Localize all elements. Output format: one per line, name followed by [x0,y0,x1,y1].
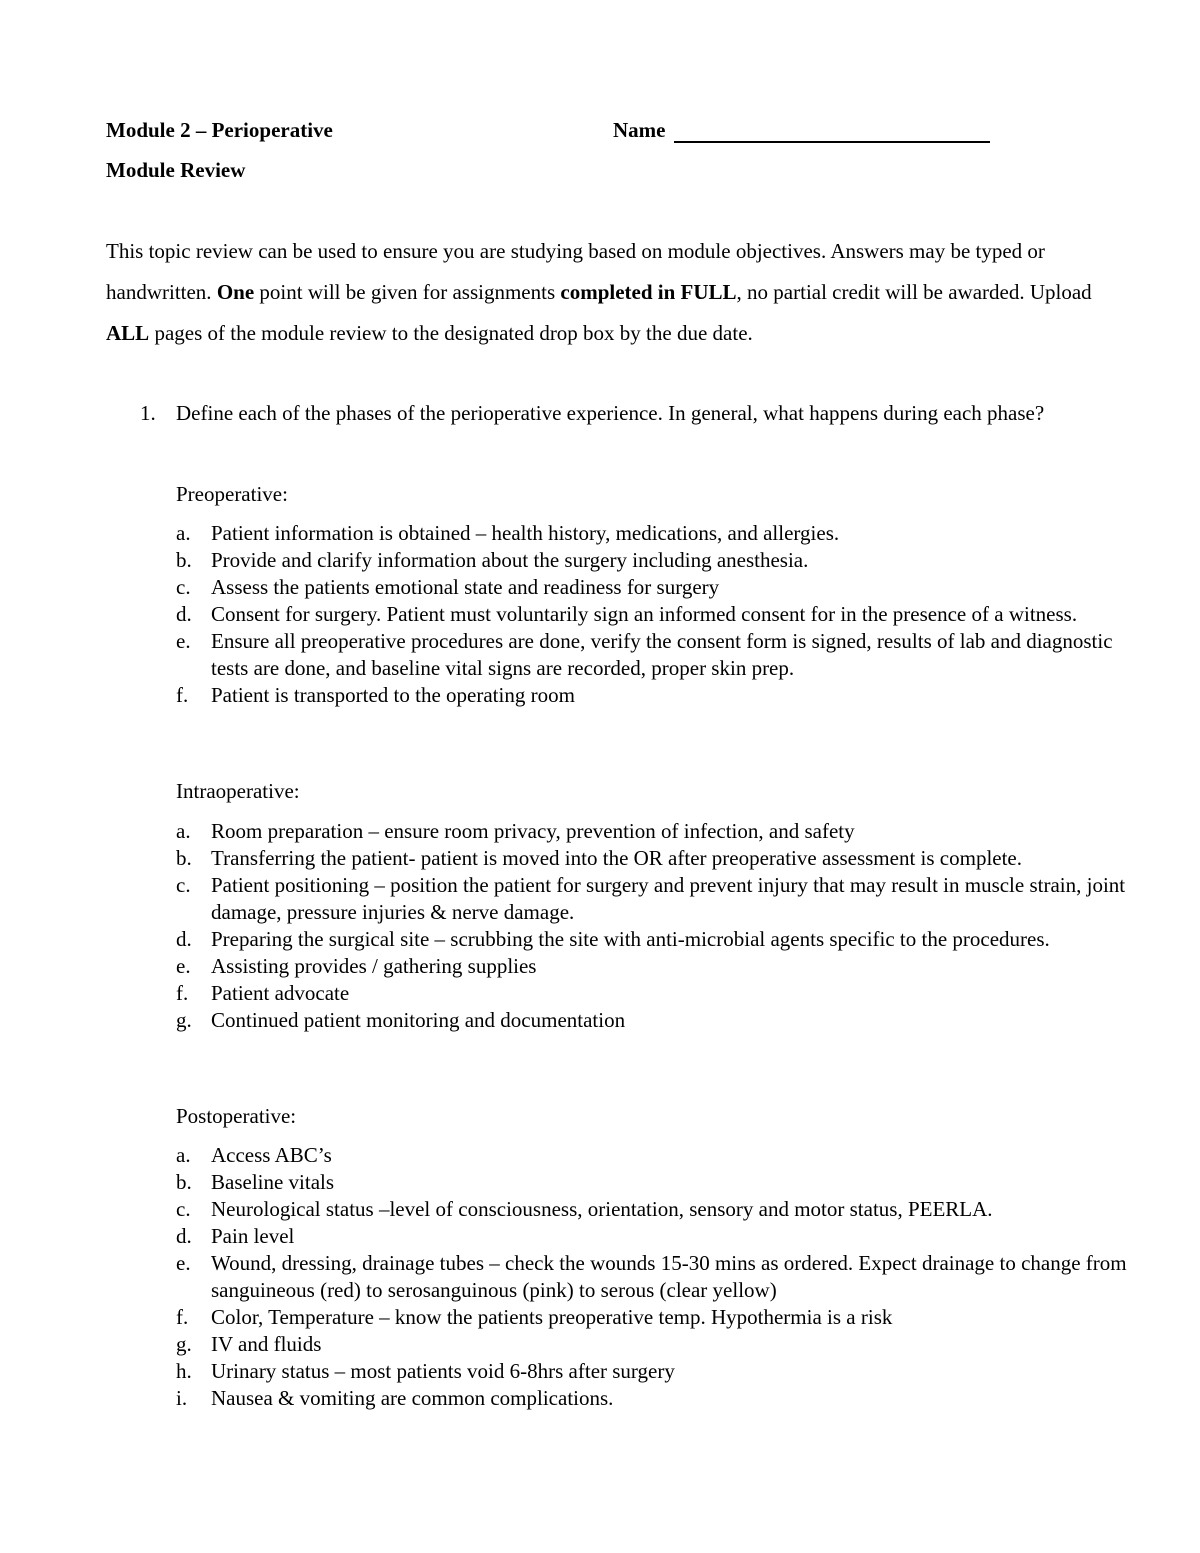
list-item-letter: a. [176,819,191,843]
list-item-text: Patient advocate [211,981,350,1005]
list-item-text: Room preparation – ensure room privacy, prevention of infection, and safety [211,819,855,843]
list-item-text: IV and fluids [211,1332,322,1356]
list-item [176,1331,1136,1358]
list-item [176,1223,1136,1250]
intraoperative-label: Intraoperative: [176,779,300,803]
module-review-subtitle: Module Review [106,158,246,182]
intro-text: , no partial credit will be awarded. Upload [736,280,1092,304]
list-item-text: Color, Temperature – know the patients preoperative temp. Hypothermia is a risk [211,1305,893,1329]
module-title: Module 2 – Perioperative [106,118,333,142]
list-item [176,1385,1136,1412]
preoperative-label: Preoperative: [176,482,288,506]
list-item-text: Patient information is obtained – health history, medications, and allergies. [211,521,840,545]
list-item [176,682,1136,709]
list-item-letter: e. [176,629,191,653]
list-item-letter: c. [176,575,191,599]
list-item-text: Consent for surgery. Patient must voluntarily sign an informed consent for in the presence of a witness. [211,602,1078,626]
list-item [176,1358,1136,1385]
list-item-letter: e. [176,954,191,978]
list-item-letter: d. [176,602,192,626]
list-item-text: Continued patient monitoring and documentation [211,1008,626,1032]
list-item-letter: i. [176,1386,188,1410]
list-item-letter: a. [176,521,191,545]
list-item-text: Wound, dressing, drainage tubes – check the wounds 15-30 mins as ordered. Expect drainage to change from sanguineous (red) to serosanguinous (pink) to serous (clear yellow) [211,1251,1127,1302]
list-item-text: Assess the patients emotional state and readiness for surgery [211,575,720,599]
list-item-text: Nausea & vomiting are common complications. [211,1386,614,1410]
name-blank-line[interactable] [674,141,990,143]
list-item-letter: f. [176,981,189,1005]
list-item [176,1169,1136,1196]
list-item [176,980,1136,1007]
list-item-text: Patient is transported to the operating room [211,683,575,707]
intro-text: pages of the module review to the designated drop box by the due date. [149,321,753,345]
list-item [176,818,1136,845]
list-item [176,1142,1136,1169]
list-item [176,520,1136,547]
list-item [176,1304,1136,1331]
list-item-text: Urinary status – most patients void 6-8hrs after surgery [211,1359,675,1383]
list-item-letter: g. [176,1008,192,1032]
list-item-letter: d. [176,1224,192,1248]
list-item-text: Patient positioning – position the patient for surgery and prevent injury that may result in muscle strain, joint damage, pressure injuries & nerve damage. [211,873,1126,924]
list-item [176,872,1136,926]
intro-paragraph [106,231,1136,354]
list-item-text: Preparing the surgical site – scrubbing the site with anti-microbial agents specific to the procedures. [211,927,1050,951]
list-item-letter: d. [176,927,192,951]
postoperative-list [176,1142,1136,1412]
preoperative-list [176,520,1136,709]
list-item-letter: a. [176,1143,191,1167]
list-item-letter: b. [176,548,192,572]
intro-bold-one: One [216,280,255,304]
list-item [176,547,1136,574]
list-item [176,1250,1136,1304]
list-item [176,601,1136,628]
list-item-letter: b. [176,1170,192,1194]
list-item-letter: b. [176,846,192,870]
list-item [176,1007,1136,1034]
list-item-text: Neurological status –level of consciousness, orientation, sensory and motor status, PEERLA. [211,1197,993,1221]
question-number: 1. [140,401,156,425]
question-text: Define each of the phases of the perioperative experience. In general, what happens during each phase? [176,401,1045,425]
name-label: Name [613,118,666,142]
list-item-text: Transferring the patient- patient is moved into the OR after preoperative assessment is complete. [211,846,1023,870]
list-item [176,1196,1136,1223]
list-item [176,574,1136,601]
list-item-text: Assisting provides / gathering supplies [211,954,537,978]
list-item-letter: c. [176,1197,191,1221]
list-item-letter: c. [176,873,191,897]
intro-bold-completed: completed in FULL [560,280,737,304]
intro-text: point will be given for assignments [254,280,561,304]
list-item [176,628,1136,682]
list-item-letter: e. [176,1251,191,1275]
list-item-letter: h. [176,1359,192,1383]
postoperative-label: Postoperative: [176,1104,297,1128]
intro-text: This topic review can be used to ensure you are studying based on module objectives. Answers may be typed or handwritten. [106,239,1045,304]
list-item [176,953,1136,980]
list-item [176,926,1136,953]
intro-bold-all: ALL [106,321,150,345]
list-item-letter: g. [176,1332,192,1356]
list-item [176,845,1136,872]
list-item-text: Provide and clarify information about the surgery including anesthesia. [211,548,809,572]
list-item-text: Ensure all preoperative procedures are done, verify the consent form is signed, results of lab and diagnostic tests are done, and baseline vital signs are recorded, proper skin prep. [211,629,1113,680]
document-header [106,116,1006,144]
list-item-text: Pain level [211,1224,295,1248]
list-item-text: Baseline vitals [211,1170,335,1194]
intraoperative-list [176,818,1136,1034]
list-item-letter: f. [176,683,189,707]
list-item-text: Access ABC’s [211,1143,332,1167]
list-item-letter: f. [176,1305,189,1329]
